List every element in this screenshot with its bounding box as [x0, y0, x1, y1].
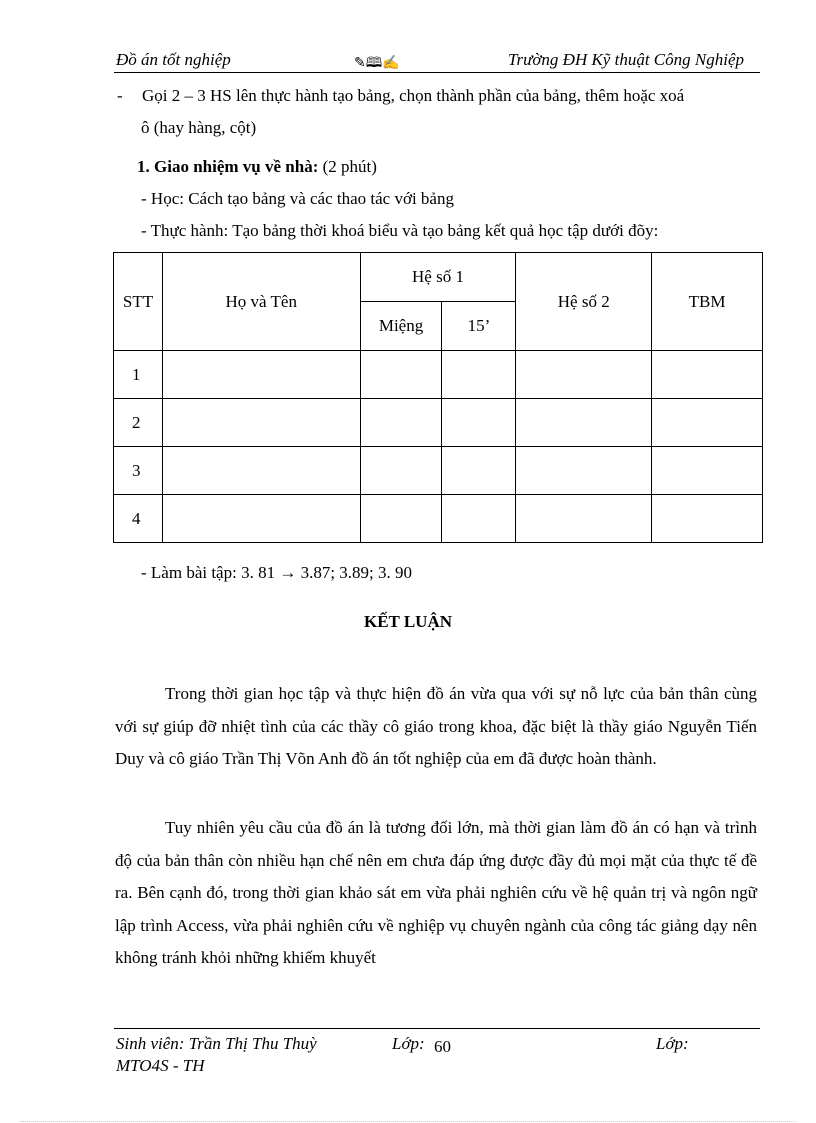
table-row	[114, 447, 763, 495]
page-header	[114, 48, 760, 73]
header-right-text: Trường ĐH Kỹ thuật Công Nghiệp	[507, 50, 744, 69]
page-bottom-border	[20, 1121, 796, 1122]
homework-exercise: - Làm bài tập: 3. 81 → 3.87; 3.89; 3. 90	[141, 563, 413, 582]
page-footer	[114, 1028, 760, 1075]
table-row	[114, 399, 763, 447]
intro-line-2: ô (hay hàng, cột)	[141, 118, 257, 137]
col-header-coef2: Hệ số 2	[516, 253, 652, 351]
intro-bullet: -	[117, 86, 123, 105]
col-header-15min: 15’	[442, 302, 516, 351]
header-left-text: Đồ án tốt nghiệp	[116, 50, 231, 69]
col-header-coef1: Hệ số 1	[360, 253, 516, 302]
row-number: 3	[114, 447, 163, 495]
row-number: 2	[114, 399, 163, 447]
col-header-name: Họ và Tên	[162, 253, 360, 351]
footer-class-code: MTO4S - TH	[116, 1056, 205, 1075]
table-row	[114, 495, 763, 543]
col-header-stt: STT	[114, 253, 163, 351]
conclusion-paragraph-1: Trong thời gian học tập và thực hiện đồ án vừa qua với sự nỗ lực của bản thân cùng với sự giúp đỡ nhiệt tình của các thầy cô giáo trong khoa, đặc biệt là thầy giáo Nguyễn Tiến Duy và cô giáo Trần Thị Võn Anh đồ án tốt nghiệp của em đã được hoàn thành.	[115, 684, 757, 768]
conclusion-paragraph-2: Tuy nhiên yêu cầu của đồ án là tương đối lớn, mà thời gian làm đồ án có hạn và trình độ của bản thân còn nhiều hạn chế nên em chưa đáp ứng được đầy đủ mọi mặt của thực tế đề ra. Bên cạnh đó, trong thời gian khảo sát em vừa phải nghiên cứu về hệ quản trị và ngôn ngữ lập trình Access, vừa phải nghiên cứu về nghiệp vụ chuyên ngành của công tác giảng dạy nên không tránh khỏi những khiếm khuyết	[115, 818, 757, 967]
header-ornament-icon: ✎🕮✍	[354, 56, 400, 71]
homework-heading-bold: 1. Giao nhiệm vụ về nhà:	[137, 157, 319, 176]
homework-practice: - Thực hành: Tạo bảng thời khoá biểu và tạo bảng kết quả học tập dưới đõy:	[141, 221, 659, 240]
footer-class-label-2: Lớp:	[656, 1034, 689, 1053]
col-header-avg: TBM	[652, 253, 763, 351]
footer-student: Sinh viên: Trần Thị Thu Thuỳ	[116, 1034, 317, 1053]
row-number: 4	[114, 495, 163, 543]
table-row	[114, 351, 763, 399]
conclusion-title: KẾT LUẬN	[363, 612, 452, 631]
homework-heading-time: (2 phút)	[322, 157, 377, 176]
col-header-oral: Miệng	[360, 302, 442, 351]
page-number: 60	[434, 1037, 451, 1056]
grade-table	[113, 252, 763, 543]
homework-study: - Học: Cách tạo bảng và các thao tác với bảng	[141, 189, 454, 208]
footer-class-label: Lớp:	[392, 1034, 425, 1053]
homework-heading	[137, 157, 377, 177]
intro-line-1: Gọi 2 – 3 HS lên thực hành tạo bảng, chọn thành phần của bảng, thêm hoặc xoá	[142, 86, 685, 105]
row-number: 1	[114, 351, 163, 399]
